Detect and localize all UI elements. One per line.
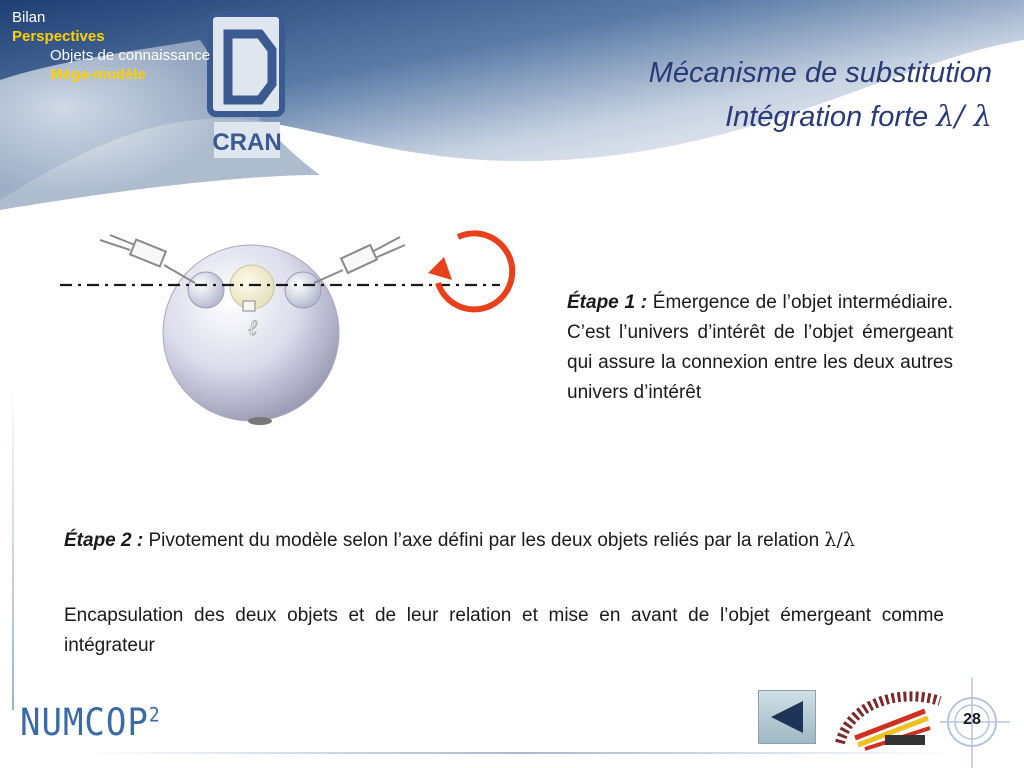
step-2-label: Étape 2 : [64, 530, 144, 551]
substitution-diagram [60, 225, 530, 440]
step-1-text: Émergence de l’objet intermédiaire. C’est l’univers d’intérêt de l’objet émergeant qui assure la connexion entre les deux autres univers d’intérêt [567, 292, 953, 403]
right-object-sphere [285, 272, 321, 308]
university-seal-logo [830, 683, 950, 753]
title-line-1: Mécanisme de substitution [648, 57, 992, 89]
cran-logo [198, 4, 298, 172]
numcop-logo [20, 701, 161, 745]
right-connector [314, 237, 405, 283]
left-connector [100, 235, 195, 283]
bottom-decor-line [80, 752, 960, 754]
left-decor-line [12, 380, 14, 710]
rotation-arrow-icon [438, 233, 512, 309]
nav-item-mega-modele[interactable]: Méga-modèle [50, 66, 146, 83]
left-object-sphere [188, 272, 224, 308]
nav-item-objets-de-connaissance[interactable]: Objets de connaissance [50, 47, 211, 64]
title-line-2 [649, 95, 992, 139]
numcop-logo-text: NUMCOP [20, 701, 149, 745]
page-number: 28 [963, 711, 981, 728]
step-1-label: Étape 1 : [567, 292, 648, 313]
lambda-relation-symbol: λ/λ [824, 529, 855, 551]
step-2-paragraph [64, 525, 944, 556]
step-1-paragraph [567, 288, 953, 408]
nav-item-bilan[interactable]: Bilan [12, 9, 46, 26]
previous-slide-button[interactable] [758, 690, 816, 744]
numcop-logo-superscript: 2 [148, 703, 161, 728]
step-2-text: Pivotement du modèle selon l’axe défini par les deux objets reliés par la relation [143, 530, 825, 551]
page-title [649, 52, 992, 139]
svg-text:ℓ: ℓ [248, 316, 258, 341]
nav-item-perspectives[interactable]: Perspectives [12, 28, 105, 45]
cran-logo-text: CRAN [212, 129, 282, 156]
encapsulation-paragraph: Encapsulation des deux objets et de leur relation et mise en avant de l’objet émergeant comme intégrateur [64, 605, 944, 656]
triangle-left-icon [759, 691, 815, 743]
breadcrumb-nav [12, 8, 210, 84]
lambda-symbol: λ/ λ [936, 99, 992, 133]
title-line-2-text: Intégration forte [725, 101, 937, 133]
